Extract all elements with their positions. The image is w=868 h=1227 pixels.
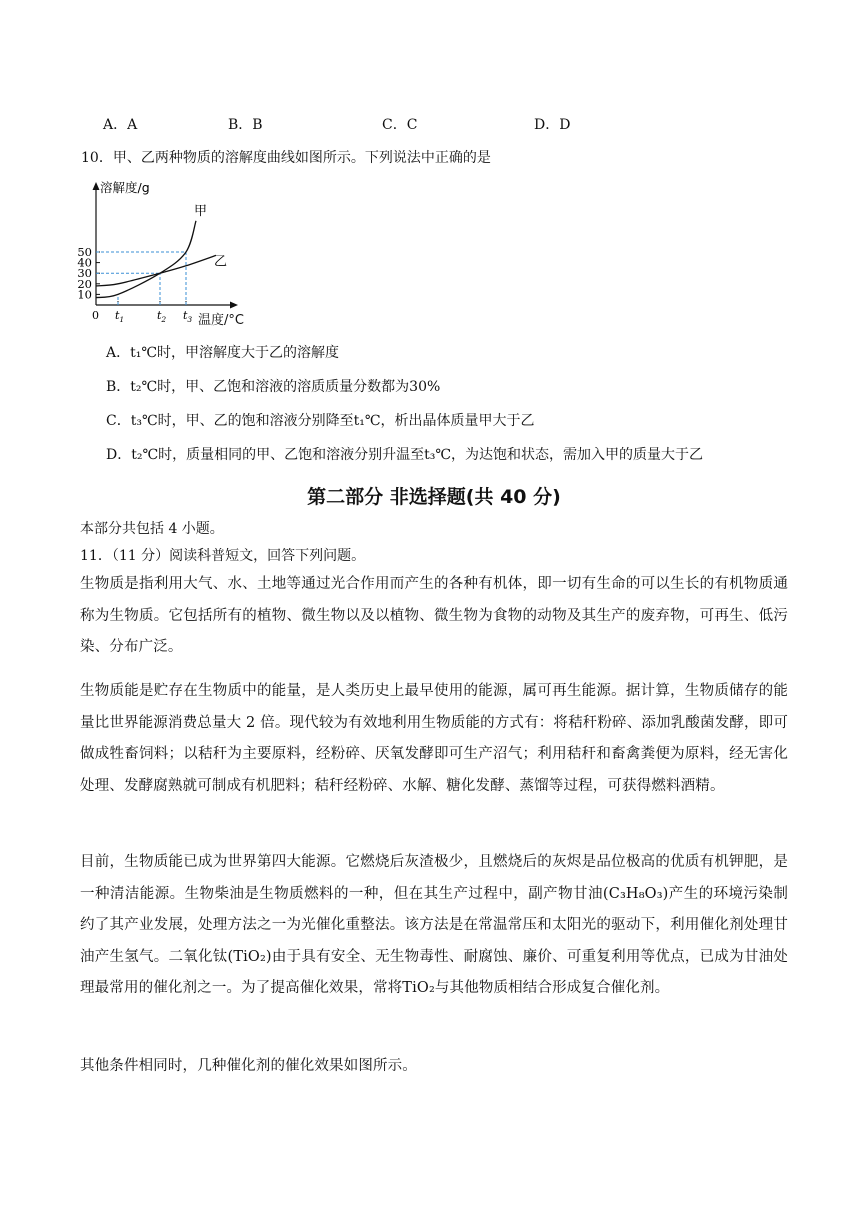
x-axis-label: 温度/°C xyxy=(198,313,244,328)
solubility-chart xyxy=(74,178,254,328)
choice-b: B．t₂℃时，甲、乙饱和溶液的溶质质量分数都为30% xyxy=(106,379,441,395)
section-note: 本部分共包括 4 小题。 xyxy=(80,521,224,537)
option-c: C．C xyxy=(382,117,418,133)
x-tick-label: $t_1$ xyxy=(115,309,125,324)
paragraph-1: 生物质是指利用大气、水、土地等通过光合作用而产生的各种有机体，即一切有生命的可以生长的有机物质通称为生物质。它包括所有的植物、微生物以及以植物、微生物为食物的动物及其生产的废弃物，可再生、低污染、分布广泛。 xyxy=(80,576,788,655)
y-tick-label: 40 xyxy=(77,255,92,270)
y-tick-label: 10 xyxy=(77,287,92,302)
curves xyxy=(96,221,216,298)
series-label: 乙 xyxy=(214,254,228,270)
choice-d: D．t₂℃时，质量相同的甲、乙饱和溶液分别升温至t₃℃，为达饱和状态，需加入甲的质量大于乙 xyxy=(106,447,704,463)
curve-jia xyxy=(96,221,196,298)
option-b: B．B xyxy=(228,117,263,133)
y-axis-label: 溶解度/g xyxy=(100,180,150,195)
curve-yi xyxy=(96,255,216,286)
choice-c: C．t₃℃时，甲、乙的饱和溶液分别降至t₁℃，析出晶体质量甲大于乙 xyxy=(106,413,535,429)
question-10-stem: 10．甲、乙两种物质的溶解度曲线如图所示。下列说法中正确的是 xyxy=(81,150,491,166)
section-title: 第二部分 非选择题(共 40 分) xyxy=(307,486,561,508)
x-tick-label: $t_2$ xyxy=(157,309,167,324)
x-tick-label: $t_3$ xyxy=(183,309,193,324)
y-tick-label: 30 xyxy=(77,266,92,281)
y-tick-label: 50 xyxy=(77,245,92,259)
option-a: A．A xyxy=(103,117,138,133)
y-axis-arrow xyxy=(93,182,100,190)
curve-labels xyxy=(194,204,227,270)
paragraph-4: 其他条件相同时，几种催化剂的催化效果如图所示。 xyxy=(80,1058,417,1074)
series-label: 甲 xyxy=(194,203,208,219)
origin-label: 0 xyxy=(92,309,99,322)
paragraph-2: 生物质能是贮存在生物质中的能量，是人类历史上最早使用的能源，属可再生能源。据计算，生物质储存的能量比世界能源消费总量大 2 倍。现代较为有效地利用生物质能的方式有：将秸秆粉碎、添加乳酸菌发酵，即可做成牲畜饲料；以秸秆为主要原料，经粉碎、厌氧发酵即可生产沼气；利用秸秆和畜禽粪便为原料，经无害化处理、发酵腐熟就可制成有机肥料；秸秆经粉碎、水解、糖化发酵、蒸馏等过程，可获得燃料酒精。 xyxy=(80,683,788,794)
y-tick-label: 20 xyxy=(77,276,92,291)
option-d: D．D xyxy=(534,117,571,133)
question-11-stem: 11．（11 分）阅读科普短文，回答下列问题。 xyxy=(80,548,366,564)
paragraph-3: 目前，生物质能已成为世界第四大能源。它燃烧后灰渣极少，且燃烧后的灰烬是品位极高的优质有机钾肥，是一种清洁能源。生物柴油是生物质燃料的一种，但在其生产过程中，副产物甘油(C₃H₈O₃)产生的环境污染制约了其产业发展，处理方法之一为光催化重整法。该方法是在常温常压和太阳光的驱动下，利用催化剂处理甘油产生氢气。二氧化钛(TiO₂)由于具有安全、无生物毒性、耐腐蚀、廉价、可重复利用等优点，已成为甘油处理最常用的催化剂之一。为了提高催化效果，常将TiO₂与其他物质相结合形成复合催化剂。 xyxy=(80,854,788,996)
choice-a: A．t₁℃时，甲溶解度大于乙的溶解度 xyxy=(106,345,340,361)
x-axis-arrow xyxy=(230,302,238,309)
